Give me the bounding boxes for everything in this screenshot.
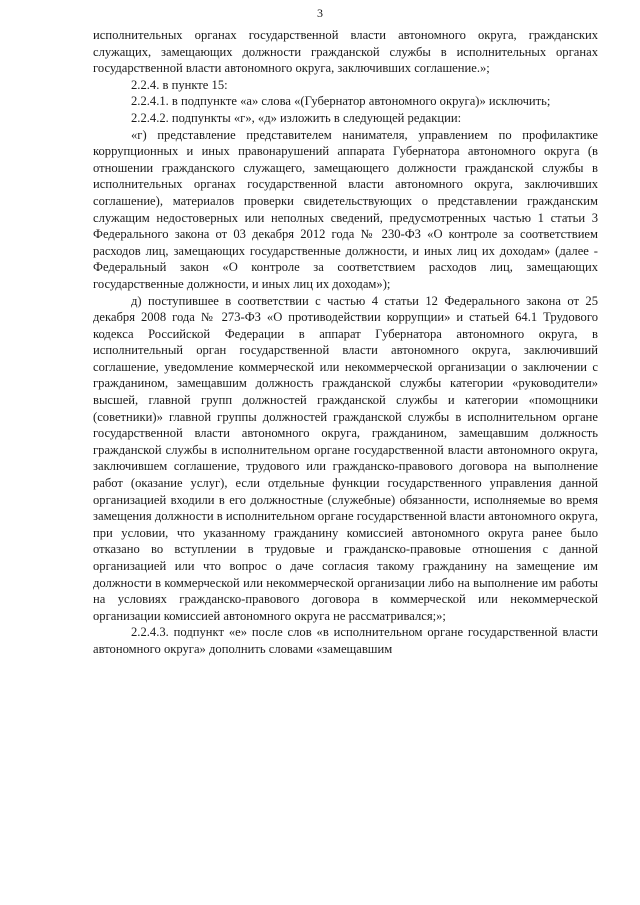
paragraph-2-2-4-1: 2.2.4.1. в подпункте «а» слова «(Губернатор автономного округа)» исключить;: [131, 94, 551, 109]
paragraph-subitem-d: д) поступившее в соответствии с частью 4 статьи 12 Федерального закона от 25 декабря 2008 года № 273-ФЗ «О противодействии коррупции» и статьей 64.1 Трудового кодекса Российской Федерации в аппарат Губернатора автономного округа, в исполнительный орган государственной власти автономного округа, заключивший соглашение, уведомление коммерческой или некоммерческой организации о заключении с гражданином, замещавшим должность гражданской службы категории «руководители» высшей, главной групп должностей гражданской службы и категории «помощники (советники)» главной группы должностей гражданской службы в исполнительном органе государственной власти автономного округа, гражданином, замещавшим должность гражданской службы в исполнительном органе государственной власти автономного округа, заключившем соглашение, трудового или гражданско-правового договора на выполнение работ (оказание услуг), если отдельные функции государственного управления данной организацией входили в его должностные (служебные) обязанности, исполняемые во время замещения должности в исполнительном органе государственной власти автономного округа, при условии, что указанному гражданину комиссией автономного округа ранее было отказано во вступлении в трудовые и гражданско-правовые отношения с данной организацией или что вопрос о даче согласия такому гражданину на замещение им должности в коммерческой или некоммерческой организации либо на выполнение им работы на условиях гражданско-правового договора в коммерческой или некоммерческой организации комиссией автономного округа не рассматривался;»;: [93, 293, 598, 623]
document-body: [93, 27, 598, 658]
paragraph-2-2-4: 2.2.4. в пункте 15:: [131, 77, 228, 92]
paragraph-2-2-4-2: 2.2.4.2. подпункты «г», «д» изложить в следующей редакции:: [131, 110, 462, 125]
paragraph-subitem-g: «г) представление представителем нанимателя, управлением по профилактике коррупционных и иных правонарушений аппарата Губернатора автономного округа (в отношении гражданского служащего, замещающего должности гражданской службы в исполнительных органах государственной власти автономного округа, заключивших соглашение), материалов проверки свидетельствующих о представлении гражданским служащим недостоверных или неполных сведений, предусмотренных частью 1 статьи 3 Федерального закона от 03 декабря 2012 года № 230-ФЗ «О контроле за соответствием расходов лиц, замещающих государственные должности, и иных лиц их доходам» (далее - Федеральный закон «О контроле за соответствием расходов лиц, замещающих государственные должности, и иных лиц их доходам»);: [93, 127, 598, 291]
paragraph-2-2-4-3: 2.2.4.3. подпункт «е» после слов «в исполнительном органе государственной власти автономного округа» дополнить словами «замещавшим: [93, 625, 598, 656]
paragraph-continuation: исполнительных органах государственной власти автономного округа, гражданских служащих, замещающих должности гражданской службы в исполнительных органах государственной власти автономного округа, заключивших соглашение.»;: [93, 28, 598, 76]
page-number: 3: [317, 6, 323, 20]
